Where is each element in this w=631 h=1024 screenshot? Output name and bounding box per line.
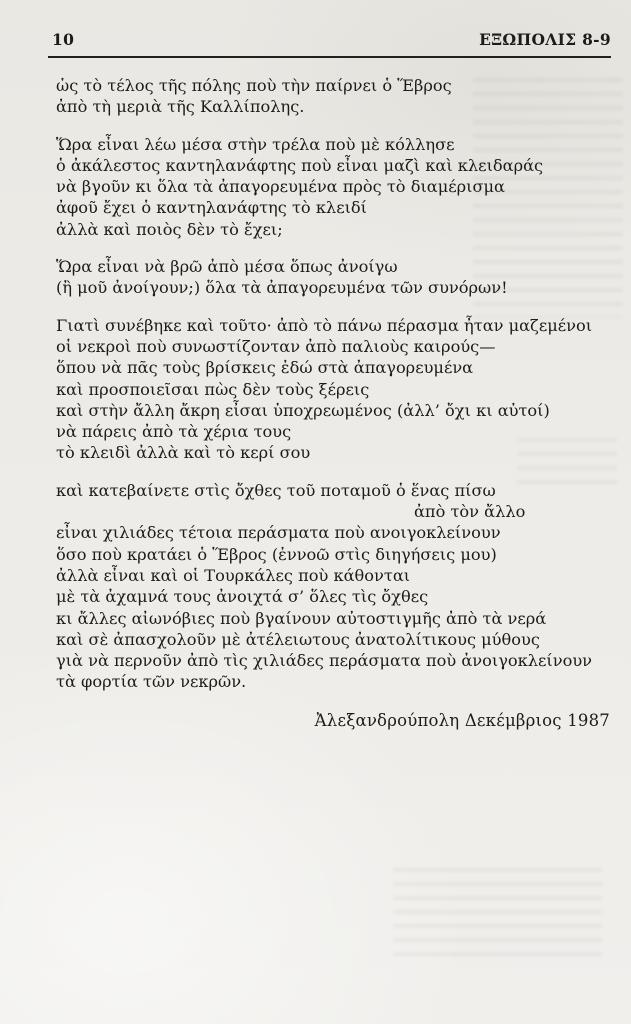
poem-line: (ἢ μοῦ ἀνοίγουν;) ὅλα τὰ ἀπαγορευμένα τῶν συνόρων! <box>56 278 508 298</box>
poem-line: ὅσο ποὺ κρατάει ὁ Ἕβρος (ἐννοῶ στὶς διηγήσεις μου) <box>56 544 497 564</box>
poem-line: τὰ φορτία τῶν νεκρῶν. <box>56 672 247 692</box>
poem-stanza <box>56 256 615 299</box>
poem-line: καὶ κατεβαίνετε στὶς ὄχθες τοῦ ποταμοῦ ὁ ἕνας πίσω <box>56 480 496 500</box>
poem-line: Γιατὶ συνέβηκε καὶ τοῦτο· ἀπὸ τὸ πάνω πέρασμα ἦταν μαζεμένοι <box>56 315 593 335</box>
page-header <box>48 30 611 58</box>
poem-line: οἱ νεκροὶ ποὺ συνωστίζονταν ἀπὸ παλιοὺς καιρούς— <box>56 336 496 356</box>
poem-line: ἀφοῦ ἔχει ὁ καντηλανάφτης τὸ κλειδί <box>56 198 368 218</box>
poem-stanza <box>56 480 615 693</box>
journal-title: ΕΞΩΠΟΛΙΣ 8-9 <box>479 30 611 49</box>
poem-line: καὶ σὲ ἀπασχολοῦν μὲ ἀτέλειωτους ἀνατολίτικους μύθους <box>56 629 540 649</box>
poem-line: μὲ τὰ ἀχαμνά τους ἀνοιχτά σ’ ὅλες τὶς ὄχθες <box>56 587 429 607</box>
poem-line: ὁ ἀκάλεστος καντηλανάφτης ποὺ εἶναι μαζὶ καὶ κλειδαράς <box>56 155 544 175</box>
poem-line: τὸ κλειδὶ ἀλλὰ καὶ τὸ κερί σου <box>56 443 311 463</box>
poem-line: ἀλλὰ εἶναι καὶ οἱ Τουρκάλες ποὺ κάθονται <box>56 565 411 585</box>
poem-line-indented: ἀπὸ τὸν ἄλλο <box>414 502 526 522</box>
poem-line: ὡς τὸ τέλος τῆς πόλης ποὺ τὴν παίρνει ὁ Ἕβρος <box>56 76 452 95</box>
poem-line: ὅπου νὰ πᾶς τοὺς βρίσκεις ἐδώ στὰ ἀπαγορευμένα <box>56 358 474 378</box>
poem-line: νὰ πάρεις ἀπὸ τὰ χέρια τους <box>56 422 292 442</box>
poem-line: Ὥρα εἶναι νὰ βρῶ ἀπὸ μέσα ὅπως ἀνοίγω <box>56 257 398 277</box>
poem-line: καὶ προσποιεῖσαι πὼς δὲν τοὺς ξέρεις <box>56 379 370 399</box>
poem-line: κι ἄλλες αἰωνόβιες ποὺ βγαίνουν αὐτοστιγμῆς ἀπὸ τὰ νερά <box>56 608 547 628</box>
scan-artifact <box>393 868 603 960</box>
poem-stanza <box>56 75 615 118</box>
poem-line: γιὰ νὰ περνοῦν ἀπὸ τὶς χιλιάδες περάσματα ποὺ ἀνοιγοκλείνουν <box>56 651 593 671</box>
poem-line: νὰ βγοῦν κι ὅλα τὰ ἀπαγορευμένα πρὸς τὸ διαμέρισμα <box>56 177 505 197</box>
poem-line: εἶναι χιλιάδες τέτοια περάσματα ποὺ ανοιγοκλείνουν <box>56 523 501 543</box>
poem-line: καὶ στὴν ἄλλη ἄκρη εἶσαι ὑποχρεωμένος (ἀλλ’ ὄχι κι αὐτοί) <box>56 400 550 420</box>
poem-stanza <box>56 134 615 240</box>
page-number: 10 <box>52 30 75 49</box>
poem-line: ἀπὸ τὴ μεριὰ τῆς Καλλίπολης. <box>56 97 305 117</box>
poem-line: Ὥρα εἶναι λέω μέσα στὴν τρέλα ποὺ μὲ κόλλησε <box>56 134 455 154</box>
poem-stanza <box>56 315 615 464</box>
poem-signature: Ἀλεξανδρούπολη Δεκέμβριος 1987 <box>314 710 610 730</box>
poem-line: ἀλλὰ καὶ ποιὸς δὲν τὸ ἔχει; <box>56 219 283 239</box>
poem-body <box>56 75 615 693</box>
